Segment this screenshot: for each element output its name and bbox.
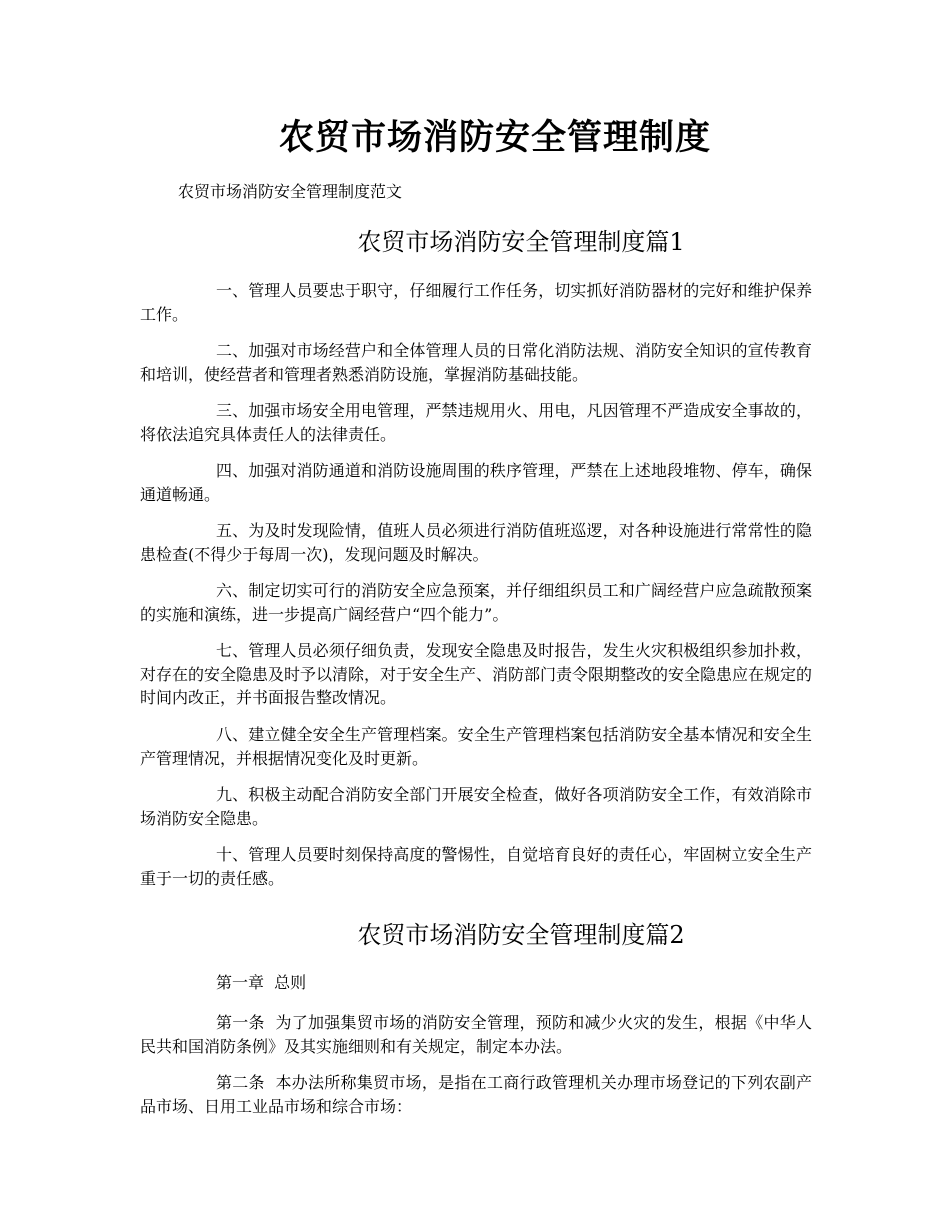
section1-paragraph: 二、加强对市场经营户和全体管理人员的日常化消防法规、消防安全知识的宣传教育和培训，使经营者和管理者熟悉消防设施，掌握消防基础技能。 <box>140 341 812 384</box>
section1-paragraph: 九、积极主动配合消防安全部门开展安全检查，做好各项消防安全工作，有效消除市场消防安全隐患。 <box>140 785 812 828</box>
section1-paragraph: 七、管理人员必须仔细负责，发现安全隐患及时报告，发生火灾积极组织参加扑救，对存在的安全隐患及时予以清除，对于安全生产、消防部门责令限期整改的安全隐患应在规定的时间内改正，并书面报告整改情况。 <box>140 641 813 707</box>
section1-paragraph: 三、加强市场安全用电管理，严禁违规用火、用电，凡因管理不严造成安全事故的，将依法追究具体责任人的法律责任。 <box>140 401 812 444</box>
document-title: 农贸市场消防安全管理制度 <box>278 117 711 158</box>
section2-paragraph: 第二条 本办法所称集贸市场，是指在工商行政管理机关办理市场登记的下列农副产品市场、日用工业品市场和综合市场： <box>140 1073 812 1116</box>
document-subtitle: 农贸市场消防安全管理制度范文 <box>178 182 403 201</box>
section1-paragraph: 六、制定切实可行的消防安全应急预案，并仔细组织员工和广阔经营户应急疏散预案的实施和演练，进一步提高广阔经营户“四个能力”。 <box>140 581 812 624</box>
section2-paragraph: 第一条 为了加强集贸市场的消防安全管理，预防和减少火灾的发生，根据《中华人民共和国消防条例》及其实施细则和有关规定，制定本办法。 <box>140 1013 812 1056</box>
section1-paragraph: 八、建立健全安全生产管理档案。安全生产管理档案包括消防安全基本情况和安全生产管理情况，并根据情况变化及时更新。 <box>140 725 812 768</box>
section1-paragraph: 十、管理人员要时刻保持高度的警惕性，自觉培育良好的责任心，牢固树立安全生产重于一切的责任感。 <box>140 845 812 888</box>
section1-paragraph: 五、为及时发现险情，值班人员必须进行消防值班巡逻，对各种设施进行常常性的隐患检查(不得少于每周一次)，发现问题及时解决。 <box>140 521 812 564</box>
section2-heading: 农贸市场消防安全管理制度篇2 <box>357 921 685 949</box>
section2-chapter-heading: 第一章 总则 <box>216 973 307 992</box>
section1-paragraph: 一、管理人员要忠于职守，仔细履行工作任务，切实抓好消防器材的完好和维护保养工作。 <box>140 281 812 324</box>
section1-paragraph: 四、加强对消防通道和消防设施周围的秩序管理，严禁在上述地段堆物、停车，确保通道畅通。 <box>140 461 812 504</box>
section1-heading: 农贸市场消防安全管理制度篇1 <box>357 228 685 256</box>
